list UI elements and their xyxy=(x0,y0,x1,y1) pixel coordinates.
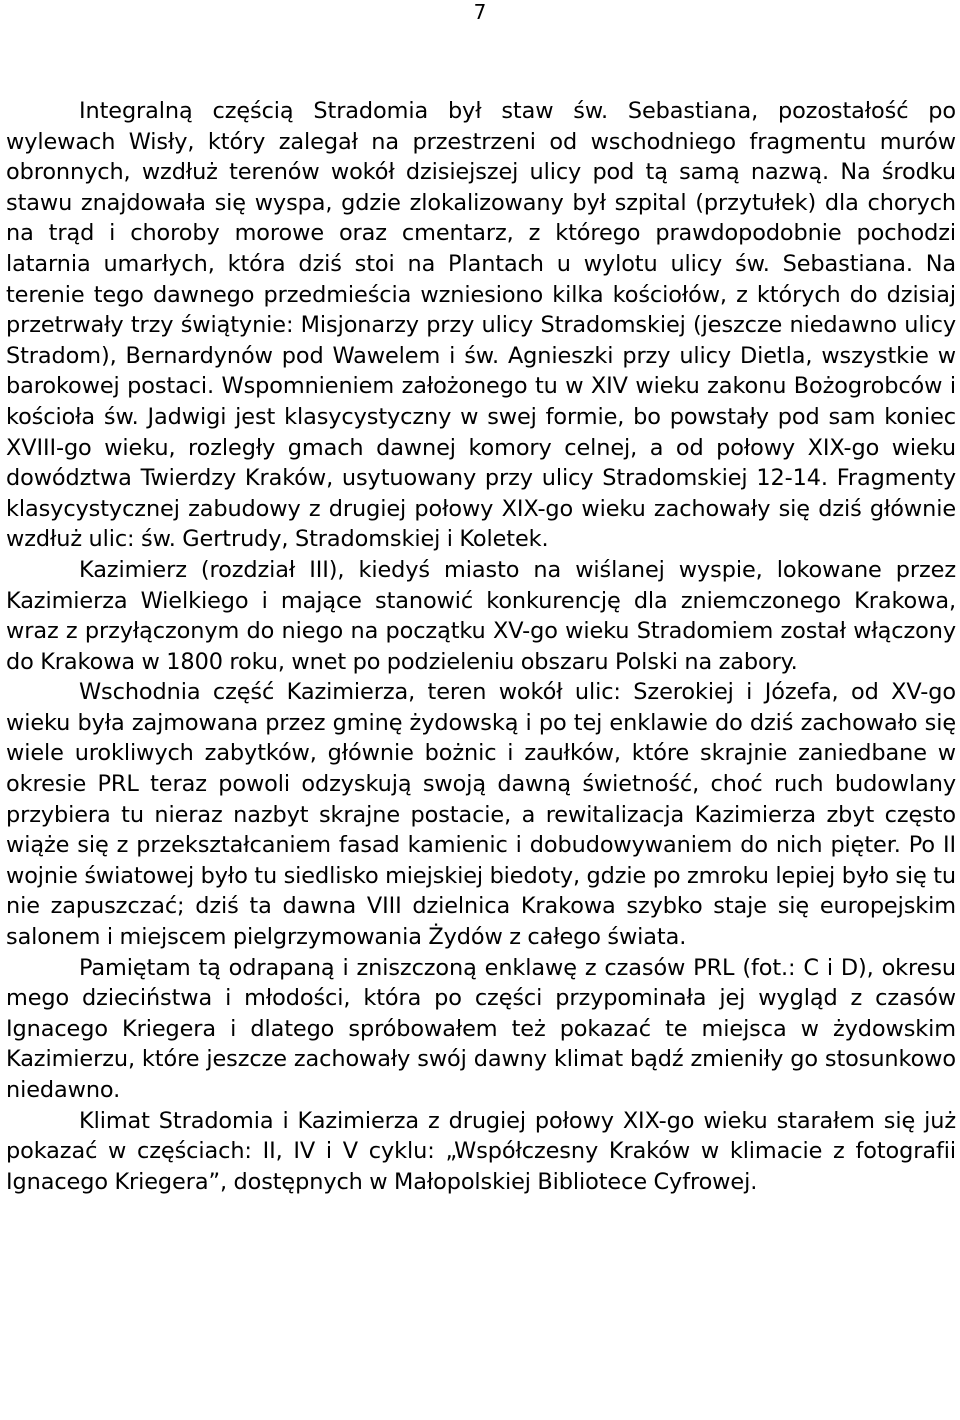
paragraph-kazimierz: Kazimierz (rozdział III), kiedyś miasto na wiślanej wyspie, lokowane przez Kazimierza Wielkiego i mające stanowić konkurencję dla zniemczonego Krakowa, wraz z przyłączonym do niego na początku XV-go wieku Stradomiem został włączony do Krakowa w 1800 roku, wnet po podzieleniu obszaru Polski na zabory. xyxy=(6,556,956,675)
page-number: 7 xyxy=(473,0,487,24)
document-body xyxy=(6,96,956,1197)
paragraph-memories: Pamiętam tą odrapaną i zniszczoną enklawę z czasów PRL (fot.: C i D), okresu mego dzieciństwa i młodości, która po części przypominała jej wygląd z czasów Ignacego Kriegera i dlatego spróbowałem też pokazać te miejsca w żydowskim Kazimierzu, które jeszcze zachowały swój dawny klimat bądź zmieniły go stosunkowo niedawno. xyxy=(6,954,956,1103)
paragraph-climate: Klimat Stradomia i Kazimierza z drugiej połowy XIX-go wieku starałem się już pokazać w częściach: II, IV i V cyklu: „Współczesny Kraków w klimacie z fotografii Ignacego Kriegera”, dostępnych w Małopolskiej Bibliotece Cyfrowej. xyxy=(6,1107,956,1195)
paragraph-stradom: Integralną częścią Stradomia był staw św. Sebastiana, pozostałość po wylewach Wisły, który zalegał na przestrzeni od wschodniego fragmentu murów obronnych, wzdłuż terenów wokół dzisiejszej ulicy pod tą samą nazwą. Na środku stawu znajdowała się wyspa, gdzie zlokalizowany był szpital (przytułek) dla chorych na trąd i choroby morowe oraz cmentarz, z którego prawdopodobnie pochodzi latarnia umarłych, która dziś stoi na Plantach u wylotu ulicy św. Sebastiana. Na terenie tego dawnego przedmieścia wzniesiono kilka kościołów, z których do dzisiaj przetrwały trzy świątynie: Misjonarzy przy ulicy Stradomskiej (jeszcze niedawno ulicy Stradom), Bernardynów pod Wawelem i św. Agnieszki przy ulicy Dietla, wszystkie w barokowej postaci. Wspomnieniem założonego tu w XIV wieku zakonu Bożogrobców i kościoła św. Jadwigi jest klasycystyczny w swej formie, bo powstały pod sam koniec XVIII-go wieku, rozległy gmach dawnej komory celnej, a od połowy XIX-go wieku dowództwa Twierdzy Kraków, usytuowany przy ulicy Stradomskiej 12-14. Fragmenty klasycystycznej zabudowy z drugiej połowy XIX-go wieku zachowały się dziś głównie wzdłuż ulic: św. Gertrudy, Stradomskiej i Koletek. xyxy=(6,98,956,553)
paragraph-eastern-kazimierz: Wschodnia część Kazimierza, teren wokół ulic: Szerokiej i Józefa, od XV-go wieku była zajmowana przez gminę żydowską i po tej enklawie do dziś zachowało się wiele urokliwych zabytków, głównie bożnic i zaułków, które skrajnie zaniedbane w okresie PRL teraz powoli odzyskują swoją dawną świetność, choć ruch budowlany przybiera tu nieraz nazbyt skrajne postacie, a rewitalizacja Kazimierza zbyt często wiąże się z przekształcaniem fasad kamienic i dobudowywaniem do nich pięter. Po II wojnie światowej było tu siedlisko miejskiej biedoty, gdzie po zmroku lepiej było się tu nie zapuszczać; dziś ta dawna VIII dzielnica Krakowa szybko staje się europejskim salonem i miejscem pielgrzymowania Żydów z całego świata. xyxy=(6,679,956,951)
